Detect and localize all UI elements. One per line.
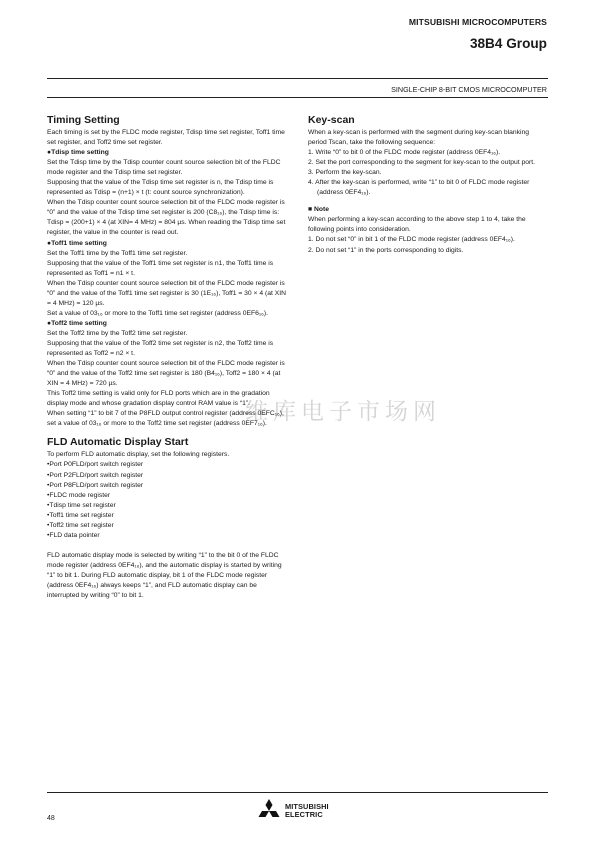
note-item: 2. Do not set “1” in the ports corresponding to digits.: [308, 246, 464, 254]
toff1-text: Set a value of 03₁₆ or more to the Toff1 time set register (address 0EF6₁₆).: [47, 309, 268, 317]
three-diamonds-icon: [256, 799, 282, 822]
fld-register-item: •Port P8FLD/port switch register: [47, 481, 144, 489]
fld-register-item: •Port P2FLD/port switch register: [47, 471, 144, 479]
key-scan-step: 4. After the key-scan is performed, write “1” to bit 0 of FLDC mode register (address 0EF4₁₆).: [308, 179, 530, 197]
note-item: 1. Do not set “0” in bit 1 of the FLDC mode register (address 0EF4₁₆).: [308, 236, 515, 244]
toff2-heading: ●Toff2 time setting: [47, 319, 107, 327]
toff1-text: Supposing that the value of the Toff1 time set register is n1, the Toff1 time is represented as Toff1 = n1 × t.: [47, 259, 274, 277]
left-column: [47, 114, 288, 601]
logo-line-1: MITSUBISHI: [285, 801, 329, 811]
tdisp-text: When the Tdisp counter count source selection bit of the FLDC mode register is “0” and the value of the Tdisp time set register is 200 (C8₁₆), the Tdisp time is: Tdisp = (200+1) × 4 (at XIN= 4 MHz) = 804 µs. When reading the Tdisp time set register, the value in the counter is read out.: [47, 199, 286, 237]
tdisp-text: Set the Tdisp time by the Tdisp counter count source selection bit of the FLDC mode register and the Tdisp time set register.: [47, 159, 281, 177]
header-rule: [47, 78, 548, 79]
tdisp-text: Supposing that the value of the Tdisp time set register is n, the Tdisp time is represented as Tdisp = (n+1) × t (t: count source synchronization).: [47, 179, 274, 197]
toff1-heading: ●Toff1 time setting: [47, 239, 107, 247]
right-column: [308, 114, 548, 256]
fld-intro: To perform FLD automatic display, set the following registers.: [47, 451, 230, 459]
toff2-text: Set the Toff2 time by the Toff2 time set register.: [47, 329, 188, 337]
timing-intro: Each timing is set by the FLDC mode register, Tdisp time set register, Toff1 time set register, and Toff2 time set register.: [47, 129, 285, 147]
fld-register-item: •FLDC mode register: [47, 491, 111, 499]
key-scan-step: 1. Write “0” to bit 0 of the FLDC mode register (address 0EF4₁₆).: [308, 149, 501, 157]
company-header: MITSUBISHI MICROCOMPUTERS: [408, 17, 547, 27]
toff2-text: This Toff2 time setting is valid only for FLD ports which are in the gradation display mode and whose gradation display control RAM value is “1”.: [47, 390, 270, 408]
fld-automatic-display-title: FLD Automatic Display Start: [47, 436, 189, 449]
note-heading: ■ Note: [308, 206, 329, 214]
tdisp-heading: ●Tdisp time setting: [47, 149, 109, 157]
toff1-text: When the Tdisp counter count source selection bit of the FLDC mode register is “0” and the value of the Toff1 time set register is 30 (1E₁₆), Toff1 = 30 × 4 (at XIN = 4 MHz) = 120 µs.: [47, 279, 287, 307]
product-title: 38B4 Group: [469, 36, 547, 51]
fld-description: FLD automatic display mode is selected by writing “1” to the bit 0 of the FLDC mode register (address 0EF4₁₆), and the automatic display is started by writing “1” to bit 1. During FLD automatic display, bit 1 of the FLDC mode register (address 0EF4₁₆) always keeps “1”, and FLD automatic display can be interrupted by writing “0” to bit 1.: [47, 551, 282, 600]
toff2-text: When the Tdisp counter count source selection bit of the FLDC mode register is “0” and the value of the Toff2 time set register is 180 (B4₁₆), Toff2 = 180 × 4 (at XIN = 4 MHz) = 720 µs.: [47, 360, 285, 388]
subtitle-rule: [47, 97, 548, 98]
key-scan-intro: When a key-scan is performed with the segment during key-scan blanking period Tscan, take the following sequence:: [308, 129, 529, 147]
fld-register-item: •Toff1 time set register: [47, 511, 114, 519]
key-scan-step: 3. Perform the key-scan.: [308, 169, 382, 177]
timing-setting-title: Timing Setting: [47, 114, 120, 126]
logo-line-2: ELECTRIC: [285, 809, 323, 819]
note-intro: When performing a key-scan according to the above step 1 to 4, take the following points into consideration.: [308, 216, 526, 234]
footer-rule: [47, 792, 548, 793]
toff1-text: Set the Toff1 time by the Toff1 time set register.: [47, 249, 188, 257]
fld-register-item: •FLD data pointer: [47, 531, 100, 539]
fld-register-item: •Toff2 time set register: [47, 521, 114, 529]
fld-register-item: •Tdisp time set register: [47, 501, 116, 509]
key-scan-title: Key-scan: [308, 114, 355, 126]
mitsubishi-logo: [256, 799, 329, 822]
page-number: 48: [47, 815, 55, 822]
fld-register-item: •Port P0FLD/port switch register: [47, 461, 144, 469]
key-scan-step: 2. Set the port corresponding to the segment for key-scan to the output port.: [308, 159, 536, 167]
watermark: 维库电子市场网: [245, 399, 441, 425]
toff2-text: When setting “1” to bit 7 of the P8FLD output control register (address 0EFC₁₆), set a value of 03₁₆ or more to the Toff2 time set register (address 0EF7₁₆).: [47, 410, 284, 428]
document-subtitle: SINGLE-CHIP 8-BIT CMOS MICROCOMPUTER: [391, 85, 547, 94]
toff2-text: Supposing that the value of the Toff2 time set register is n2, the Toff2 time is represented as Toff2 = n2 × t.: [47, 339, 274, 358]
